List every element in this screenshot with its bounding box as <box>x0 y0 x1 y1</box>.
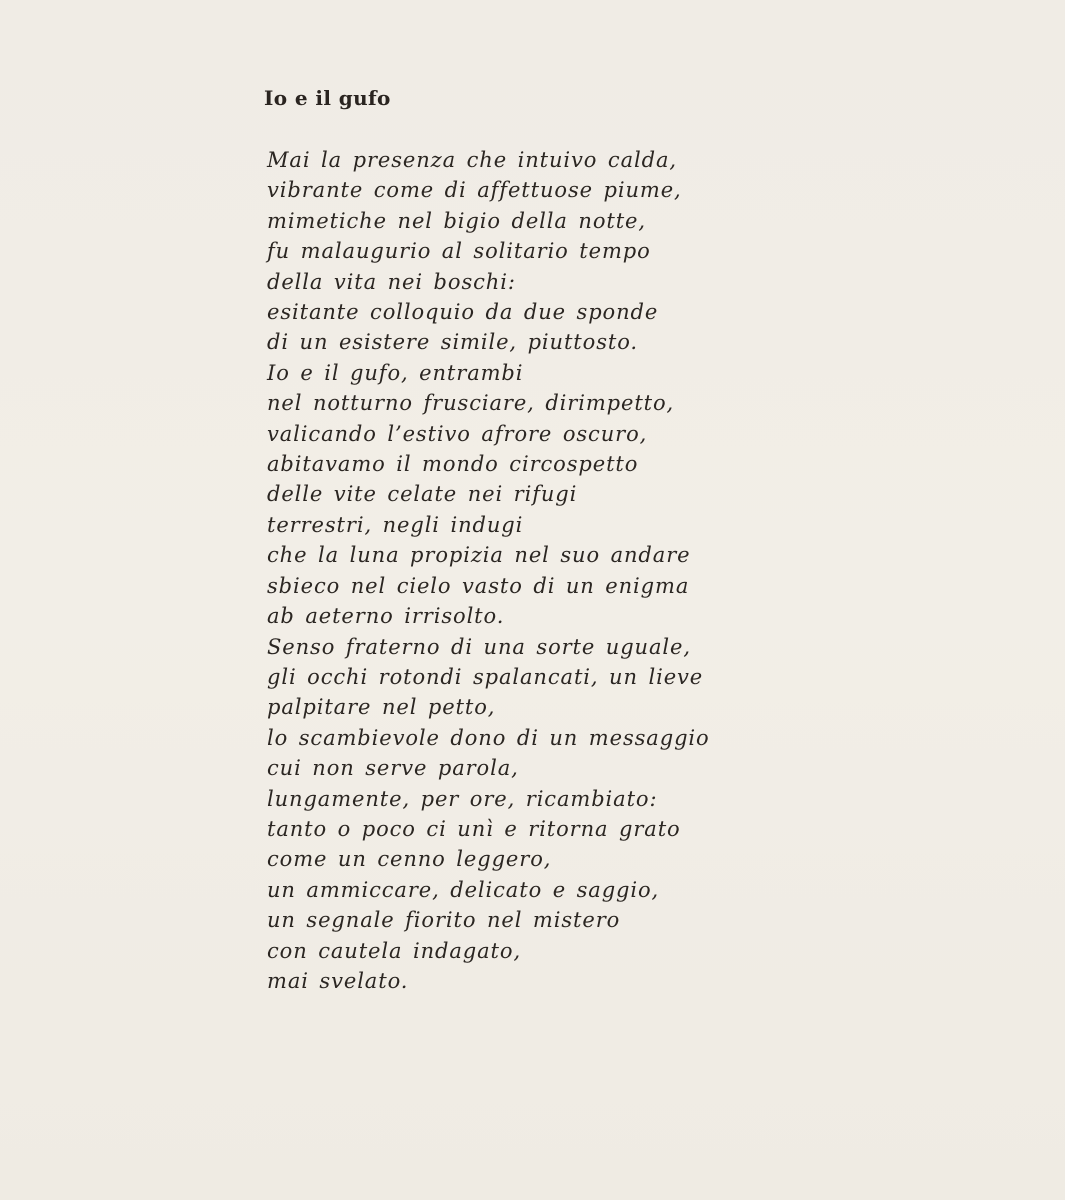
poem-line: terrestri, negli indugi <box>267 512 524 537</box>
poem-line: esitante colloquio da due sponde <box>267 300 659 325</box>
poem-line: Mai la presenza che intuivo calda, <box>267 148 677 172</box>
poem-line: della vita nei boschi: <box>267 269 516 294</box>
poem-line: delle vite celate nei rifugi <box>267 482 578 507</box>
poem-line: ab aeterno irrisolto. <box>267 604 505 629</box>
poem-line: sbieco nel cielo vasto di un enigma <box>267 573 690 598</box>
poem-line: mai svelato. <box>267 968 409 993</box>
poem-line: abitavamo il mondo circospetto <box>267 452 639 477</box>
poem-line: lungamente, per ore, ricambiato: <box>267 786 658 811</box>
poem-line: cui non serve parola, <box>267 756 519 781</box>
poem-line: gli occhi rotondi spalancati, un lieve <box>267 664 704 689</box>
poem-line: palpitare nel petto, <box>267 695 496 720</box>
poem-line: Senso fraterno di una sorte uguale, <box>267 634 691 659</box>
poem-line: un segnale fiorito nel mistero <box>267 908 621 933</box>
poem-line: Io e il gufo, entrambi <box>267 360 524 385</box>
poem-line: nel notturno frusciare, dirimpetto, <box>267 391 675 416</box>
poem-body <box>267 145 710 996</box>
poem-line: fu malaugurio al solitario tempo <box>267 239 651 264</box>
poem-line: di un esistere simile, piuttosto. <box>267 330 638 355</box>
poem-title: Io e il gufo <box>264 86 391 110</box>
poem-line: come un cenno leggero, <box>267 847 552 872</box>
poem-line: lo scambievole dono di un messaggio <box>267 725 710 750</box>
poem-line: tanto o poco ci unì e ritorna grato <box>267 816 681 841</box>
poem-line: valicando l’estivo afrore oscuro, <box>267 421 648 446</box>
poem-line: vibrante come di affettuose piume, <box>267 178 682 203</box>
poem-line: che la luna propizia nel suo andare <box>267 543 691 568</box>
poem-line: mimetiche nel bigio della notte, <box>267 208 646 233</box>
poem-line: un ammiccare, delicato e saggio, <box>267 877 660 902</box>
poem-line: con cautela indagato, <box>267 938 522 963</box>
